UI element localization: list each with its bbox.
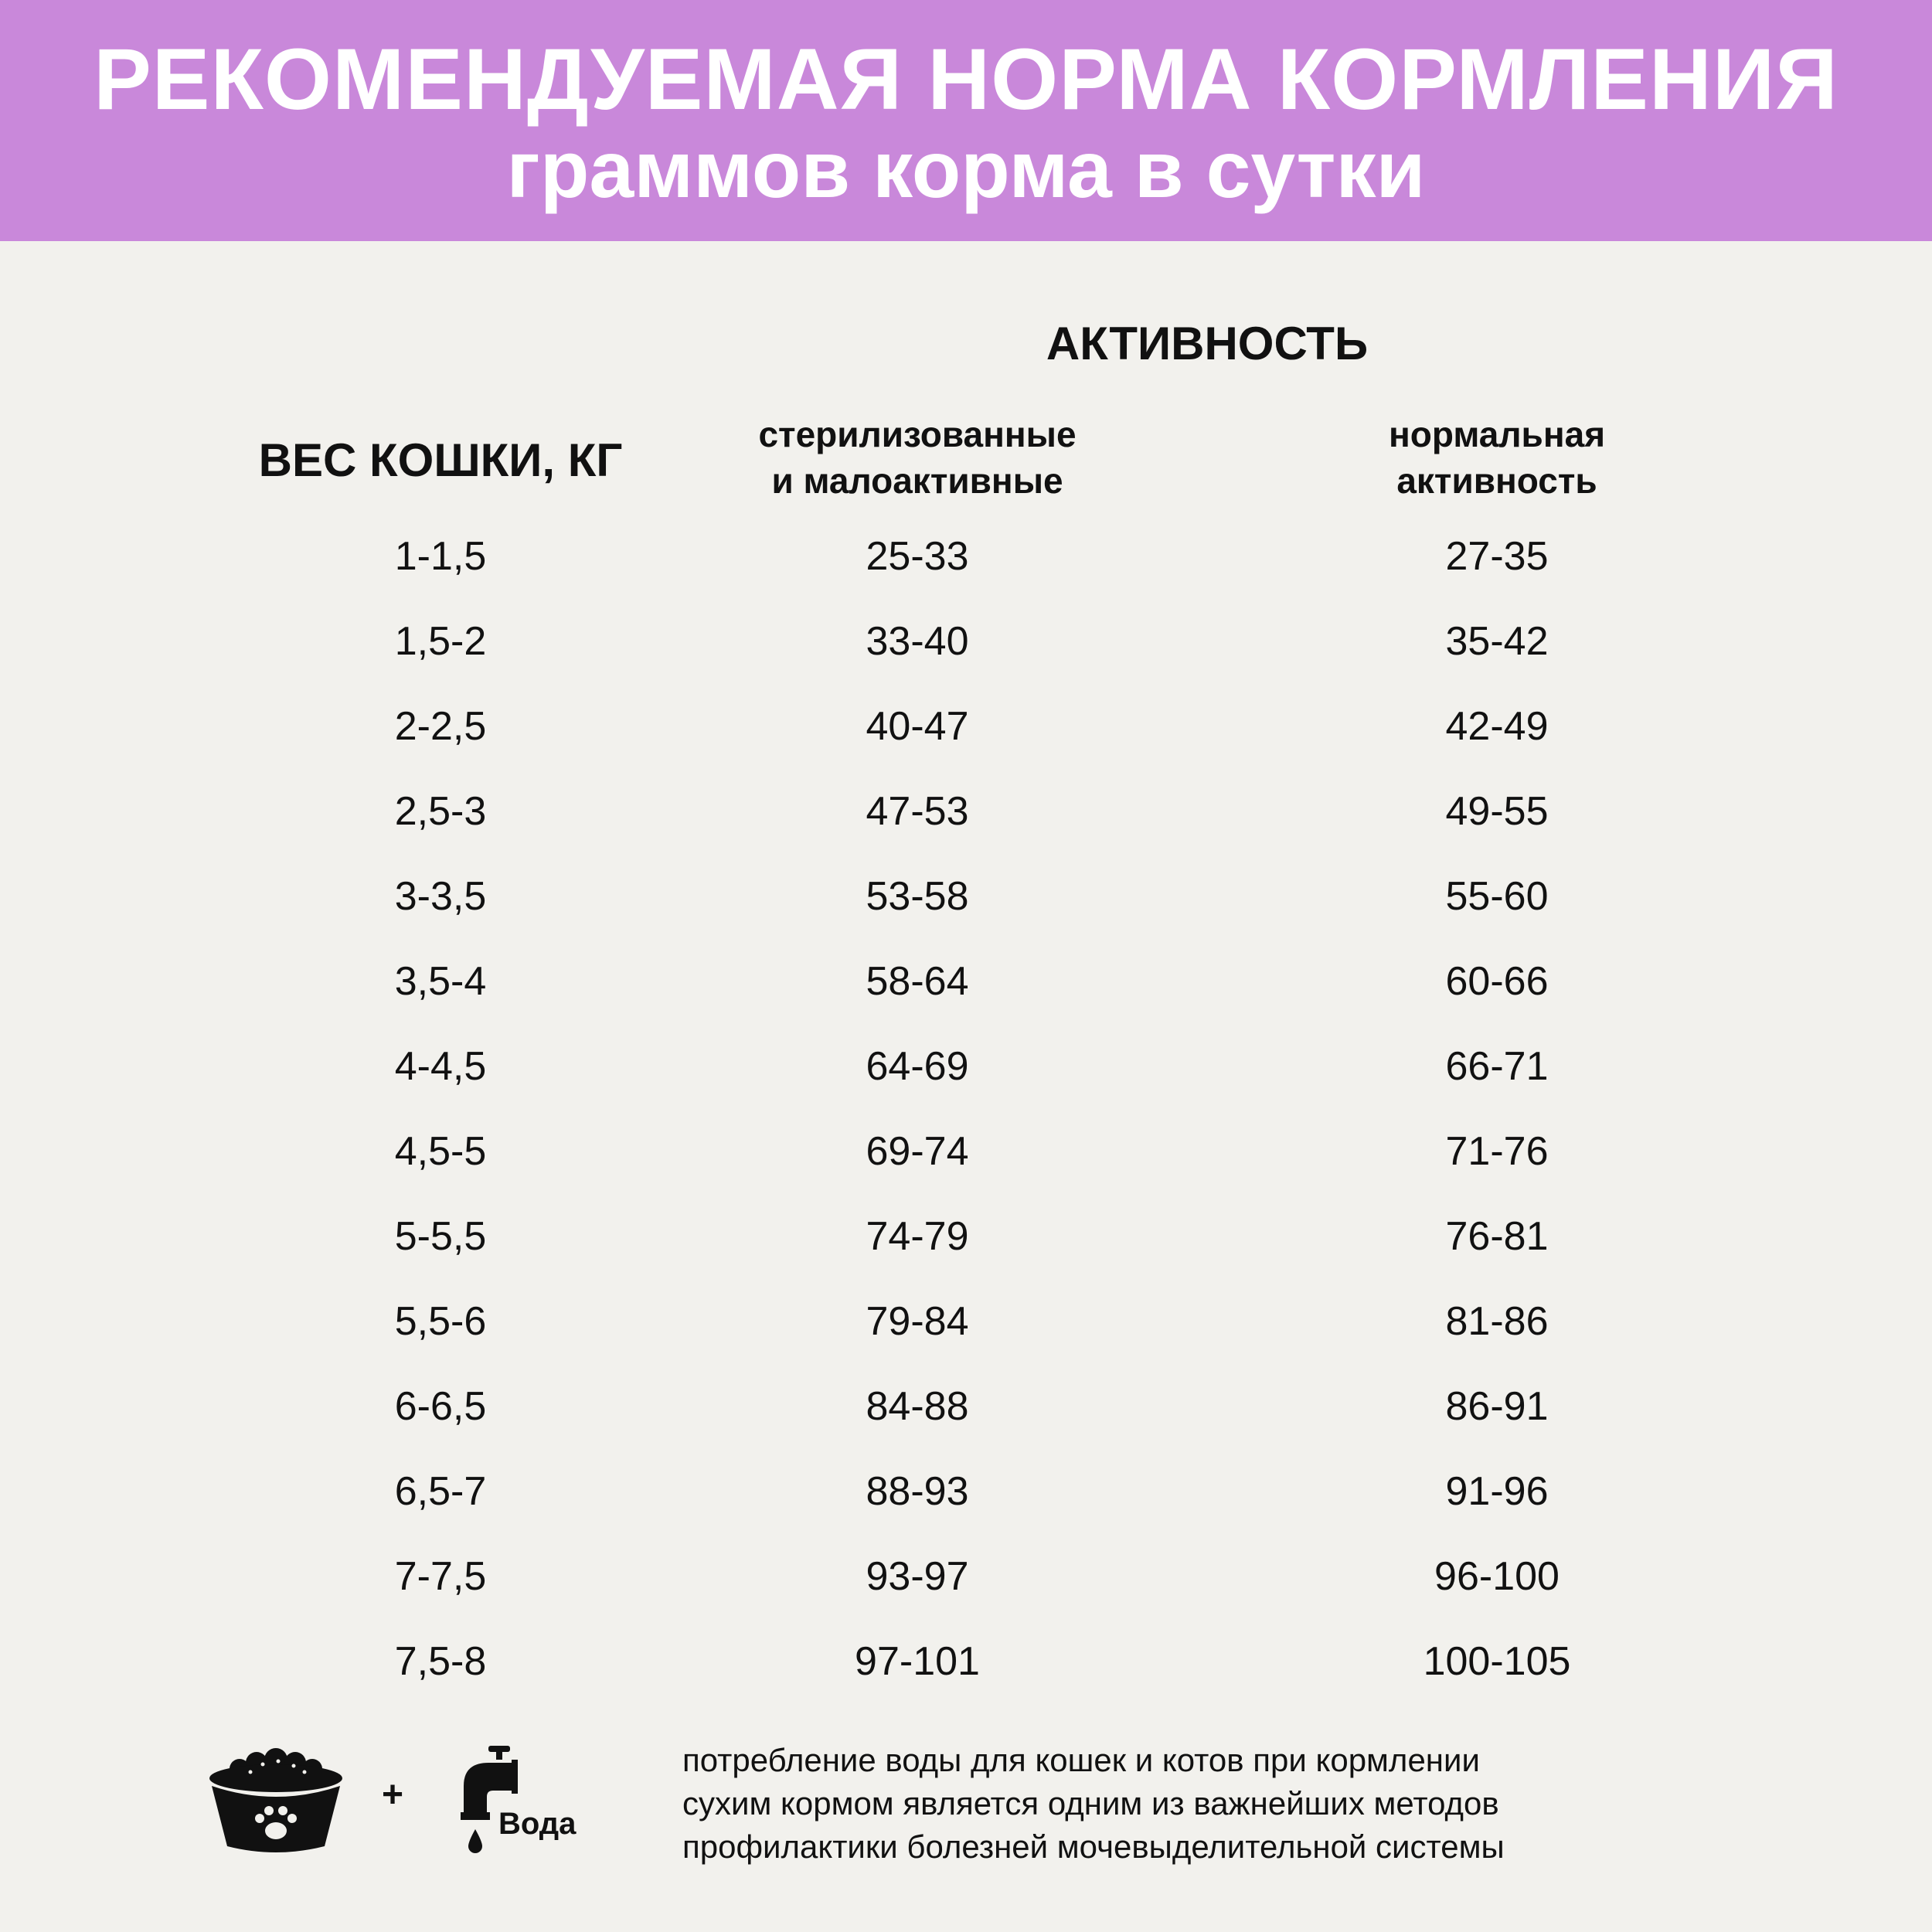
table-row — [0, 526, 1932, 611]
normal-header-line1: нормальная — [1388, 414, 1606, 454]
footer-icons — [202, 1743, 604, 1859]
table-row — [0, 781, 1932, 866]
sterilized-cell: 93-97 — [866, 1554, 969, 1599]
normal-cell: 91-96 — [1445, 1469, 1549, 1514]
sterilized-cell: 74-79 — [866, 1214, 969, 1259]
note-line: сухим кормом является одним из важнейших методов — [682, 1785, 1499, 1821]
table-row — [0, 1631, 1932, 1716]
normal-cell: 66-71 — [1445, 1044, 1549, 1089]
note-line: потребление воды для кошек и котов при кормлении — [682, 1742, 1480, 1778]
sterilized-cell: 84-88 — [866, 1384, 969, 1429]
table-row — [0, 1376, 1932, 1461]
activity-heading: АКТИВНОСТЬ — [1046, 318, 1369, 369]
normal-header-line2: активность — [1396, 461, 1597, 501]
sterilized-cell: 58-64 — [866, 959, 969, 1004]
weight-cell: 7,5-8 — [394, 1639, 487, 1684]
weight-cell: 1,5-2 — [394, 619, 487, 664]
sterilized-cell: 47-53 — [866, 789, 969, 834]
normal-cell: 35-42 — [1445, 619, 1549, 664]
weight-column-header: ВЕС КОШКИ, КГ — [258, 434, 623, 486]
table-row — [0, 1206, 1932, 1291]
page-title: РЕКОМЕНДУЕМАЯ НОРМА КОРМЛЕНИЯ — [94, 31, 1838, 128]
food-bowl-icon — [202, 1743, 349, 1859]
sterilized-cell: 33-40 — [866, 619, 969, 664]
normal-cell: 42-49 — [1445, 704, 1549, 749]
sterilized-header-line2: и малоактивные — [771, 461, 1063, 501]
table-row — [0, 1461, 1932, 1546]
table-row — [0, 1036, 1932, 1121]
sterilized-cell: 88-93 — [866, 1469, 969, 1514]
plus-sign: + — [382, 1774, 404, 1815]
sterilized-cell: 69-74 — [866, 1129, 969, 1174]
weight-cell: 3-3,5 — [394, 874, 487, 919]
weight-cell: 4,5-5 — [394, 1129, 487, 1174]
table-row — [0, 866, 1932, 951]
weight-cell: 6-6,5 — [394, 1384, 487, 1429]
normal-cell: 60-66 — [1445, 959, 1549, 1004]
table-row — [0, 696, 1932, 781]
weight-cell: 7-7,5 — [394, 1554, 487, 1599]
sterilized-cell: 40-47 — [866, 704, 969, 749]
table-row — [0, 1291, 1932, 1376]
normal-cell: 49-55 — [1445, 789, 1549, 834]
weight-cell: 2-2,5 — [394, 704, 487, 749]
normal-cell: 76-81 — [1445, 1214, 1549, 1259]
table-row — [0, 1121, 1932, 1206]
normal-cell: 71-76 — [1445, 1129, 1549, 1174]
weight-cell: 4-4,5 — [394, 1044, 487, 1089]
table-row — [0, 1546, 1932, 1631]
table-row — [0, 951, 1932, 1036]
sterilized-column-header — [647, 411, 1188, 504]
sterilized-cell: 64-69 — [866, 1044, 969, 1089]
normal-cell: 100-105 — [1423, 1639, 1571, 1684]
weight-cell: 3,5-4 — [394, 959, 487, 1004]
feeding-table — [0, 526, 1932, 1716]
normal-cell: 96-100 — [1434, 1554, 1560, 1599]
water-label: Вода — [498, 1807, 577, 1841]
sterilized-header-line1: стерилизованные — [758, 414, 1077, 454]
weight-cell: 5,5-6 — [394, 1299, 487, 1344]
header-banner — [0, 0, 1932, 241]
weight-cell: 6,5-7 — [394, 1469, 487, 1514]
sterilized-cell: 97-101 — [855, 1639, 980, 1684]
sterilized-cell: 79-84 — [866, 1299, 969, 1344]
table-row — [0, 611, 1932, 696]
normal-cell: 27-35 — [1445, 534, 1549, 579]
normal-cell: 81-86 — [1445, 1299, 1549, 1344]
normal-cell: 86-91 — [1445, 1384, 1549, 1429]
weight-cell: 5-5,5 — [394, 1214, 487, 1259]
normal-cell: 55-60 — [1445, 874, 1549, 919]
sterilized-cell: 53-58 — [866, 874, 969, 919]
sterilized-cell: 25-33 — [866, 534, 969, 579]
weight-cell: 1-1,5 — [394, 534, 487, 579]
page-subtitle: граммов корма в сутки — [506, 125, 1426, 215]
normal-column-header — [1226, 411, 1767, 504]
note-line: профилактики болезней мочевыделительной системы — [682, 1828, 1505, 1865]
water-note — [682, 1739, 1726, 1869]
weight-cell: 2,5-3 — [394, 789, 487, 834]
